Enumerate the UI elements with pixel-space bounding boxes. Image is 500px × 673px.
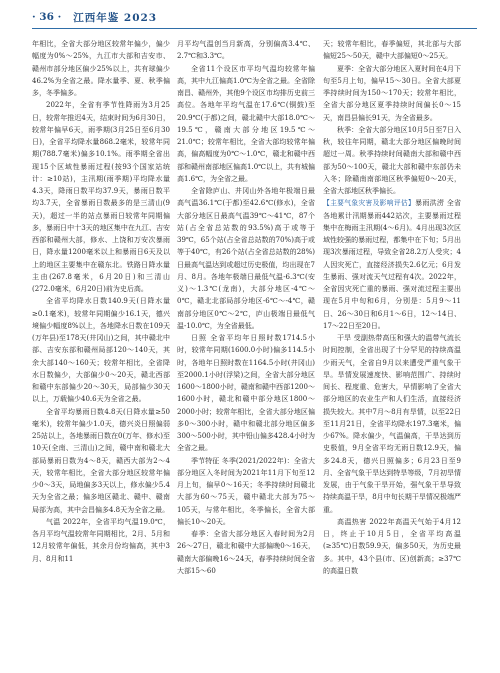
paragraph: 日照 全省平均年日照时数1714.5小时，较常年同期(1600.0小时)偏多114.5小时，各地年日照时数在1164.5小时(井冈山)至2000.1小时(浮梁)之间，全省大部分地区1600～1800小时，赣南和赣中西部1200～1600小时，赣北和赣中部分地区1800～2000小时；较常年相比，全省大部分地区偏多0～300小时，赣中和赣北部分地区偏多300～500小时，其中铅山偏多428.4小时为全省之最。 (177, 334, 315, 453)
paragraph: 高温热害 2022年高温天气始于4月12日，终止于10月5日，全省平均高温(≥35℃)日数59.9天，偏多50天，为历史最多。其中，43个县(市、区)创新高；≥37℃的高温日数 (323, 517, 461, 575)
paragraph-text: 暴雨洪涝 全省各地累计汛期暴雨442站次，主要暴雨过程集中在梅雨主汛期(4～6月)。4月出现3次区域性较强的暴雨过程，都集中在下旬；5月出现3次暴雨过程，导致全省28.2万人受灾；4人因灾死亡，直接经济损失2.6亿元；6月发生暴雨、强对流天气过程有4次。2022年，全省因灾死亡重的暴雨、强对流过程主要出现在5月中旬和6月，分别是：5月9～11日、26～30日和6月1～6日，12～14日、17～22日至20日。 (323, 199, 461, 330)
paragraph: 天；较常年相比，春季偏短，其北部与大部偏短25～50天，赣中大部偏短0～25天。 (323, 40, 461, 61)
section-heading: 【主要气象灾害及影响评估】 (323, 199, 416, 208)
paragraph: 月平均气温创当月新高，分别偏高3.4℃、2.7℃和3.3℃。 (177, 40, 315, 61)
header-rule (32, 28, 477, 29)
page-header (32, 8, 477, 26)
section-paragraph (323, 197, 461, 332)
paragraph: 全省除庐山、井冈山外各地年极端日最高气温36.1℃(于都)至42.6℃(修水)，全省大部分地区日最高气温39℃～41℃，87个站(占全省总站数的93.5%)高于或等于39℃，65个站(占全省总站数的70%)高于或等于40℃，有26个站(占全省总站数的28%)日最高气温达到或超过历史极值，均出现在7月、8月。各地年极端日最低气温-6.3℃(安义)～1.3℃(龙南)，大部分地区-4℃～0℃，赣北北部局部分地区-6℃～-4℃，赣南部分地区0℃～2℃，庐山极端日最低气温-10.0℃，为全省最低。 (177, 187, 315, 330)
paragraph: 干旱 受副热带高压和强大的温带气流长时间控制，全省出现了十分罕见的持续高温少雨天气，全省自9月以来遭受严重气象干旱。旱情发展速度快、影响范围广、持续时间长、程度重、危害大，早情影响了全省大部分地区的农业生产和人们生活，直接经济损失较大。其中7月～8月有旱情，以至22日至11月21日，全省平均降水197.3毫米，偏少67%。降水偏少，气温偏高，干旱达到历史极值，9月全省平均无雨日数12.9天，偏多24.8天，德兴日照偏多；6月23日至9月、全省气象干旱达到特旱等级，7月初旱情发展，由于气象干旱开始，强气象干旱导致持续高温干旱，8月中旬长期干旱情况极端严重。 (323, 334, 461, 514)
paragraph: 全省平均降水日数140.9天(日降水量≥0.1毫米)，较常年同期偏少16.1天，德兴境偏少幅度8%以上，各地降水日数在109天(万年县)至178天(井冈山)之间，其中赣北中部、吉安东部和赣州局部120～140天，其余大部140～160天；较常年相比，全省降水日数偏少，大部偏少0～20天，赣北西部和赣中东部偏少20～30天，局部偏少30天以上，万载偏少40.6天为全省之最。 (32, 297, 170, 404)
paragraph: 气温 2022年，全省平均气温19.0℃，各月平均气温较常年同期相比，2月、5月和12月较常年偏低，其余月份均偏高，其中3月、8月和11 (32, 517, 170, 563)
page-number: · 36 · (32, 11, 62, 23)
text-column-3 (323, 38, 461, 656)
paragraph: 季节特征 冬季(2021/2022年)：全省大部分地区入冬时间为2021年11月下旬至12月上旬，偏早0～16天；冬季持续时间赣北大部为60～75天，赣中赣北大部为75～105天，与常年相比，冬季偏长，全省大部偏长10～20天。 (177, 456, 315, 526)
text-column-1 (32, 38, 170, 656)
text-column-2 (177, 38, 315, 656)
paragraph: 全省11个设区市平均气温均较常年偏高，其中九江偏高1.0℃为全省之最。全省除南昌、赣州外，其他9个设区市均排历史前三高位。各地年平均气温在17.6℃(铜鼓)至20.9℃(于都)之间，赣北赣中大部18.0℃～19.5℃，赣南大部分地区19.5℃～21.0℃；较常年相比，全省大部均较常年偏高，偏高幅度为0℃～1.0℃，赣北和赣中西部和赣州南部地区偏高1.0℃以上，共有城偏高1.6℃，为全省之最。 (177, 64, 315, 183)
paragraph: 春季：全省大部分地区入春时间为2月26～27日，赣北和赣中大部偏晚0～16天，赣南大部偏晚16～24天，春季持续时间全省大部15～60 (177, 530, 315, 575)
paragraph: 2022年，全省有季节性降雨为3月25日，较常年推迟4天，结束时间为6月30日，较常年偏早6天，雨季期(3月25日至6月30日)，全省平均降水量868.2毫米，较常年同期(788.7毫米)偏多10.1%。雨季期全省出现15个区域性暴雨过程(按93个国家站统计：≥10站)，主汛期(雨季期)平均降水量4.3天，降雨日数平均37.9天，暴雨日数平均3.7天，全省暴雨日数最多的是三清山(9天)，超过一半的站点暴雨日较常年同期偏多，暴雨日中十3天的地区集中在九江、吉安西部和赣州大部，修水、上饶和万安次暴雨日，降水量1200毫米以上和暴雨日6天及以上的地区主要集中在赣东北。铁路日降水量主由(267.8毫米，6月20日)和三清山(272.0毫米，6月20日)前为史后高。 (32, 101, 170, 293)
paragraph: 年相比，全省大部分地区较常年偏少，偏少幅度为0%～25%，九江市大部和吉安市、赣州市部分地区偏少25%以上，共有球偏少46.2%为全省之最。降水量季、夏、秋季偏多，冬季偏多。 (32, 40, 170, 97)
paragraph: 夏季：全省大部分地区入夏时间在4月下旬至5月上旬，偏早15～30日。全省大部夏季持续时间为150～170天；较常年相比，全省大部分地区夏季持续时间偏长0～15天，南昌县偏长91天，为全省最多。 (323, 64, 461, 122)
running-title: 江西年鉴 2023 (73, 11, 158, 24)
paragraph: 秋季：全省大部分地区10月5日至7日入秋，较往年同期，赣北大部分地区偏晚时间超过一周。秋季持续时间赣南大部和赣中西部为50～100天，赣北大部和赣中东部仍未入冬；除赣南南部地区秋季偏短0～20天，全省大部地区秋季偏长。 (323, 125, 461, 195)
paragraph: 全省平均暴雨日数4.8天(日降水量≥50毫米)，较常年偏少1.0天，德兴炎日照偏弱25站以上，各地暴雨日数在0(万年、修水)至10天(全南、三清山)之间，赣中南和赣北大部局暴雨日数为4～8天，赣西大部为2～4天，较常年相比，全省大部分地区较常年偏少0～3天，局地偏多3天以上，修水偏少5.4天为全省之最；偏多地区赣北、赣中、赣南局部为高，其中会昌偏多4.8天为全省之最。 (32, 407, 170, 514)
